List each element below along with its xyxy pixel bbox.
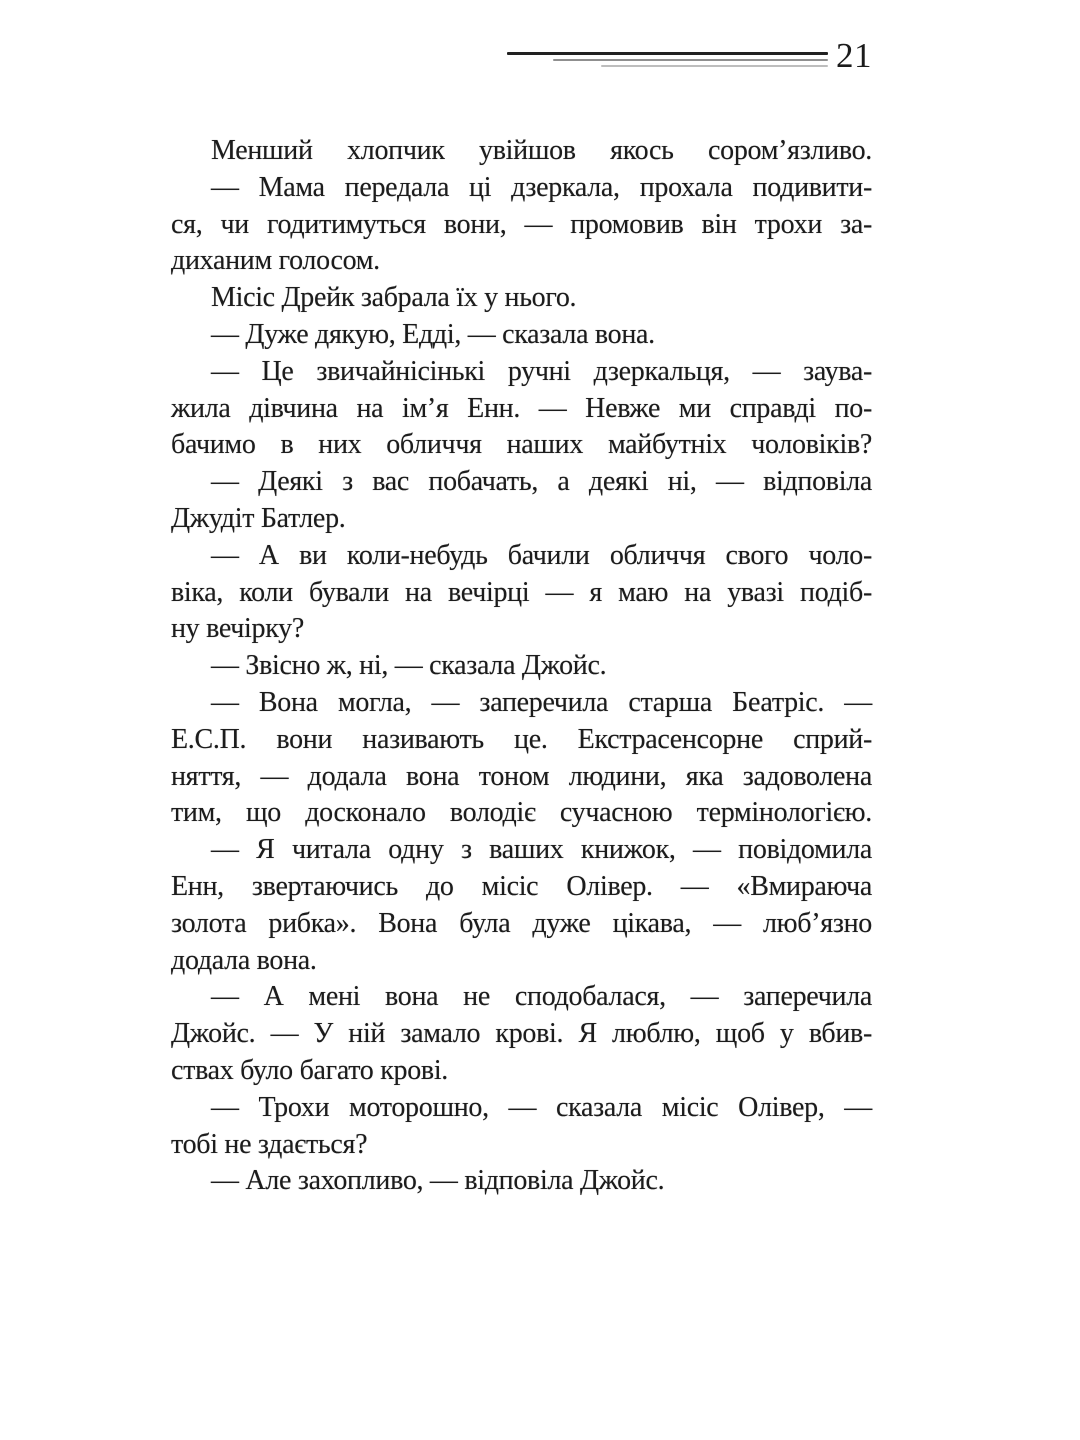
text-line: Е.С.П. вони називають це. Екстрасенсорне сприй- — [171, 723, 872, 755]
text-line: — Деякі з вас побачать, а деякі ні, — відповіла — [211, 466, 872, 498]
text-line: — А мені вона не сподобалася, — заперечила — [211, 981, 872, 1013]
text-line: — Я читала одну з ваших книжок, — повідомила — [211, 834, 872, 866]
text-line: — Дуже дякую, Едді, — сказала вона. — [211, 318, 655, 350]
text-line: ну вечірку? — [171, 613, 304, 645]
text-line: бачимо в них обличчя наших майбутніх чоловіків? — [171, 429, 872, 461]
text-line: — А ви коли-небудь бачили обличчя свого чоло- — [211, 539, 872, 571]
text-line: Джойс. — У ній замало крові. Я люблю, щоб у вбив- — [171, 1018, 872, 1050]
text-line: — Мама передала ці дзеркала, прохала подивити- — [211, 171, 872, 203]
header-rule-medium — [553, 59, 828, 61]
text-line: — Це звичайнісінькі ручні дзеркальця, — заува- — [211, 355, 872, 387]
page-number: 21 — [836, 36, 872, 75]
text-line: — Звісно ж, ні, — сказала Джойс. — [211, 650, 607, 682]
text-line: жила дівчина на ім’я Енн. — Невже ми справді по- — [171, 392, 872, 424]
text-line: Енн, звертаючись до місіс Олівер. — «Вмираюча — [171, 870, 872, 902]
page-text — [171, 133, 872, 1200]
text-line: Менший хлопчик увійшов якось сором’язливо. — [211, 135, 872, 166]
text-line: — Але захопливо, — відповіла Джойс. — [211, 1165, 665, 1197]
text-line: — Вона могла, — заперечила старша Беатріс. — — [211, 686, 872, 718]
text-line: тим, що досконало володіє сучасною термінологією. — [171, 797, 872, 829]
text-line: тобі не здається? — [171, 1128, 368, 1160]
header-rule-light — [601, 65, 828, 67]
text-line: ствах було багато крові. — [171, 1054, 448, 1086]
text-line: додала вона. — [171, 944, 317, 976]
text-line: Місіс Дрейк забрала їх у нього. — [211, 282, 577, 314]
text-line: Джудіт Батлер. — [171, 502, 346, 534]
text-line: няття, — додала вона тоном людини, яка задоволена — [171, 760, 872, 792]
text-line: віка, коли бували на вечірці — я маю на увазі подіб- — [171, 576, 872, 608]
text-line: диханим голосом. — [171, 245, 380, 277]
text-line: золота рибка». Вона була дуже цікава, — люб’язно — [171, 907, 872, 939]
text-line: ся, чи годитимуться вони, — промовив він трохи за- — [171, 208, 872, 240]
text-line: — Трохи моторошно, — сказала місіс Олівер, — — [211, 1091, 872, 1123]
header-rule-dark — [507, 52, 828, 55]
